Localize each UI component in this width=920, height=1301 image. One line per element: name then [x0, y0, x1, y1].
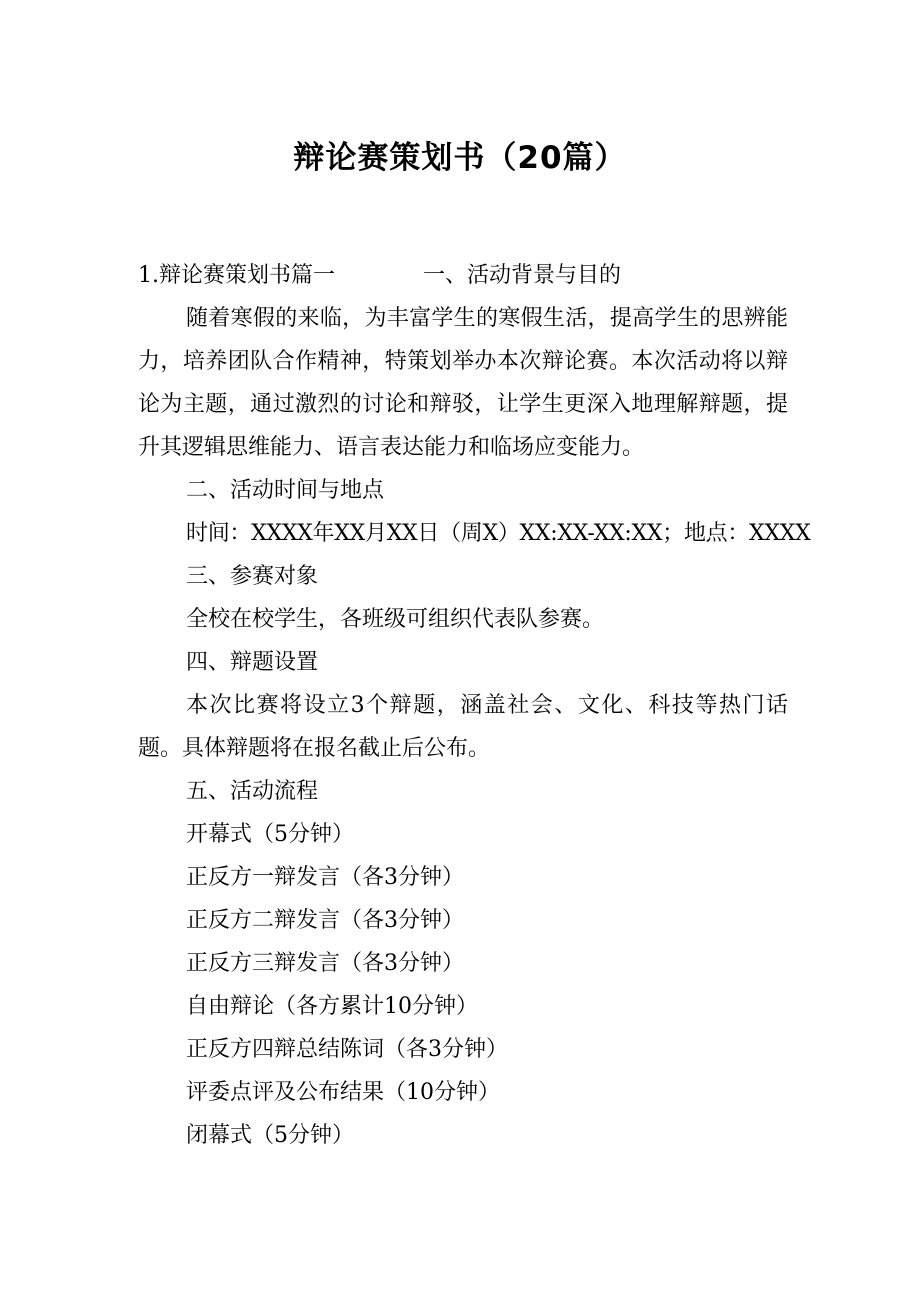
process-item: 开幕式（5分钟）	[186, 822, 354, 847]
process-item: 评委点评及公布结果（10分钟）	[186, 1080, 500, 1105]
time-place-text: 时间：XXXX年XX月XX日（周X）XX:XX-XX:XX；地点：XXXX	[186, 521, 811, 546]
intro-paragraph: 随着寒假的来临，为丰富学生的寒假生活，提高学生的思辨能力，培养团队合作精神，特策划举办本次辩论赛。本次活动将以辩论为主题，通过激烈的讨论和辩驳，让学生更深入地理解辩题，提升其逻辑思维能力、语言表达能力和临场应变能力。	[138, 306, 788, 460]
heading-process: 五、活动流程	[186, 779, 319, 804]
heading-time-place: 二、活动时间与地点	[186, 478, 385, 503]
section-heading-line	[138, 254, 788, 297]
topics-paragraph: 本次比赛将设立3个辩题，涵盖社会、文化、科技等热门话题。具体辩题将在报名截止后公布。	[138, 693, 788, 761]
process-item: 正反方二辩发言（各3分钟）	[186, 908, 464, 933]
heading-topics: 四、辩题设置	[186, 650, 319, 675]
process-item: 自由辩论（各方累计10分钟）	[186, 994, 478, 1019]
document-title: 辩论赛策划书（20篇）	[293, 139, 627, 176]
process-item: 正反方三辩发言（各3分钟）	[186, 951, 464, 976]
process-item: 正反方四辩总结陈词（各3分钟）	[186, 1037, 508, 1062]
document-body	[138, 254, 811, 1157]
process-item: 正反方一辩发言（各3分钟）	[186, 865, 464, 890]
participants-text: 全校在校学生，各班级可组织代表队参赛。	[186, 607, 605, 632]
heading-background-purpose: 一、活动背景与目的	[423, 263, 622, 288]
process-item: 闭幕式（5分钟）	[186, 1123, 354, 1148]
heading-participants: 三、参赛对象	[186, 564, 319, 589]
section-label: 1.辩论赛策划书篇一	[138, 263, 335, 288]
